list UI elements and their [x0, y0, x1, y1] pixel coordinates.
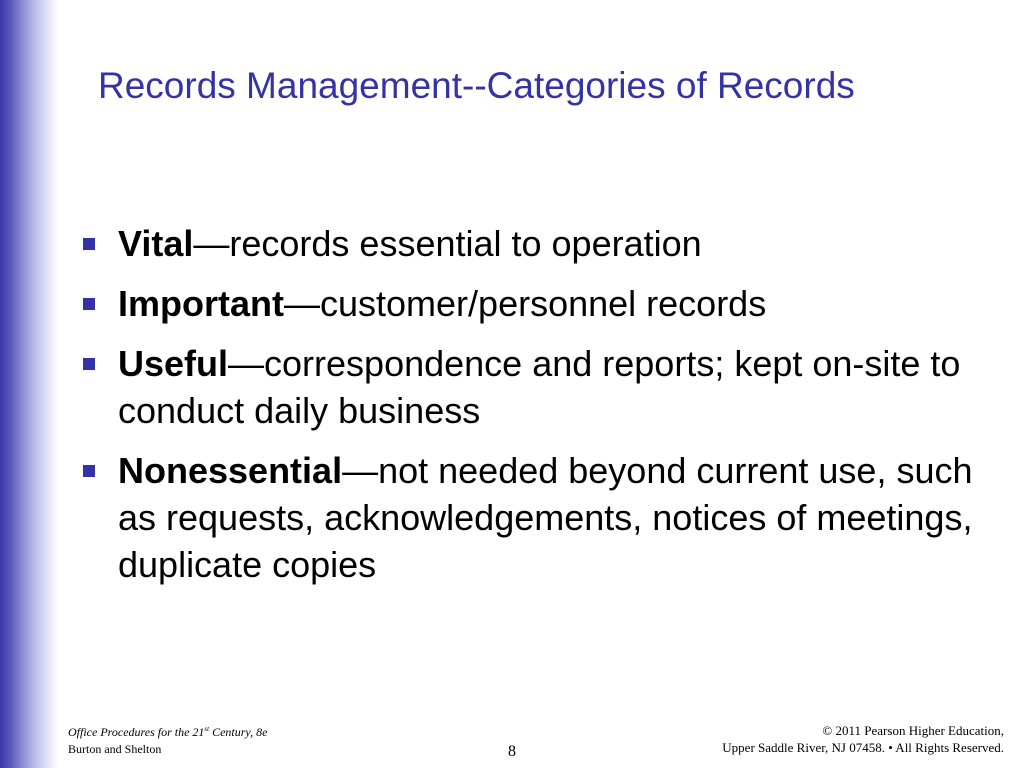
square-bullet-icon [83, 298, 95, 310]
book-title-pre: Office Procedures for the 21 [68, 725, 205, 739]
copyright-line-1: © 2011 Pearson Higher Education, [822, 723, 1004, 738]
copyright-line-2: Upper Saddle River, NJ 07458. • All Rights Reserved. [722, 740, 1004, 755]
left-gradient-band [0, 0, 58, 768]
bullet-term: Useful [118, 343, 229, 384]
slide-title: Records Management--Categories of Records [98, 65, 855, 106]
page-number: 8 [508, 743, 516, 760]
bullet-item-useful [80, 340, 980, 434]
square-bullet-icon [83, 358, 95, 370]
bullet-item-important [80, 280, 980, 327]
footer-copyright [722, 722, 1004, 756]
bullet-item-vital [80, 220, 980, 267]
square-bullet-icon [83, 465, 95, 477]
bullet-item-nonessential [80, 447, 980, 588]
book-title-post: Century, 8e [209, 725, 268, 739]
bullet-description: —records essential to operation [193, 223, 702, 264]
bullet-list [80, 220, 980, 601]
footer-book-info [68, 724, 267, 758]
footer-book-title [68, 724, 267, 741]
bullet-term: Important [118, 283, 284, 324]
footer-authors: Burton and Shelton [68, 742, 162, 756]
bullet-description: —not needed beyond current use, such as requests, acknowledgements, notices of meetings, duplicate copies [118, 450, 973, 585]
bullet-description: —correspondence and reports; kept on-site to conduct daily business [118, 343, 961, 431]
bullet-term: Nonessential [118, 450, 343, 491]
book-title-sup: st [204, 725, 210, 733]
square-bullet-icon [83, 238, 95, 250]
bullet-term: Vital [118, 223, 194, 264]
bullet-description: —customer/personnel records [284, 283, 767, 324]
